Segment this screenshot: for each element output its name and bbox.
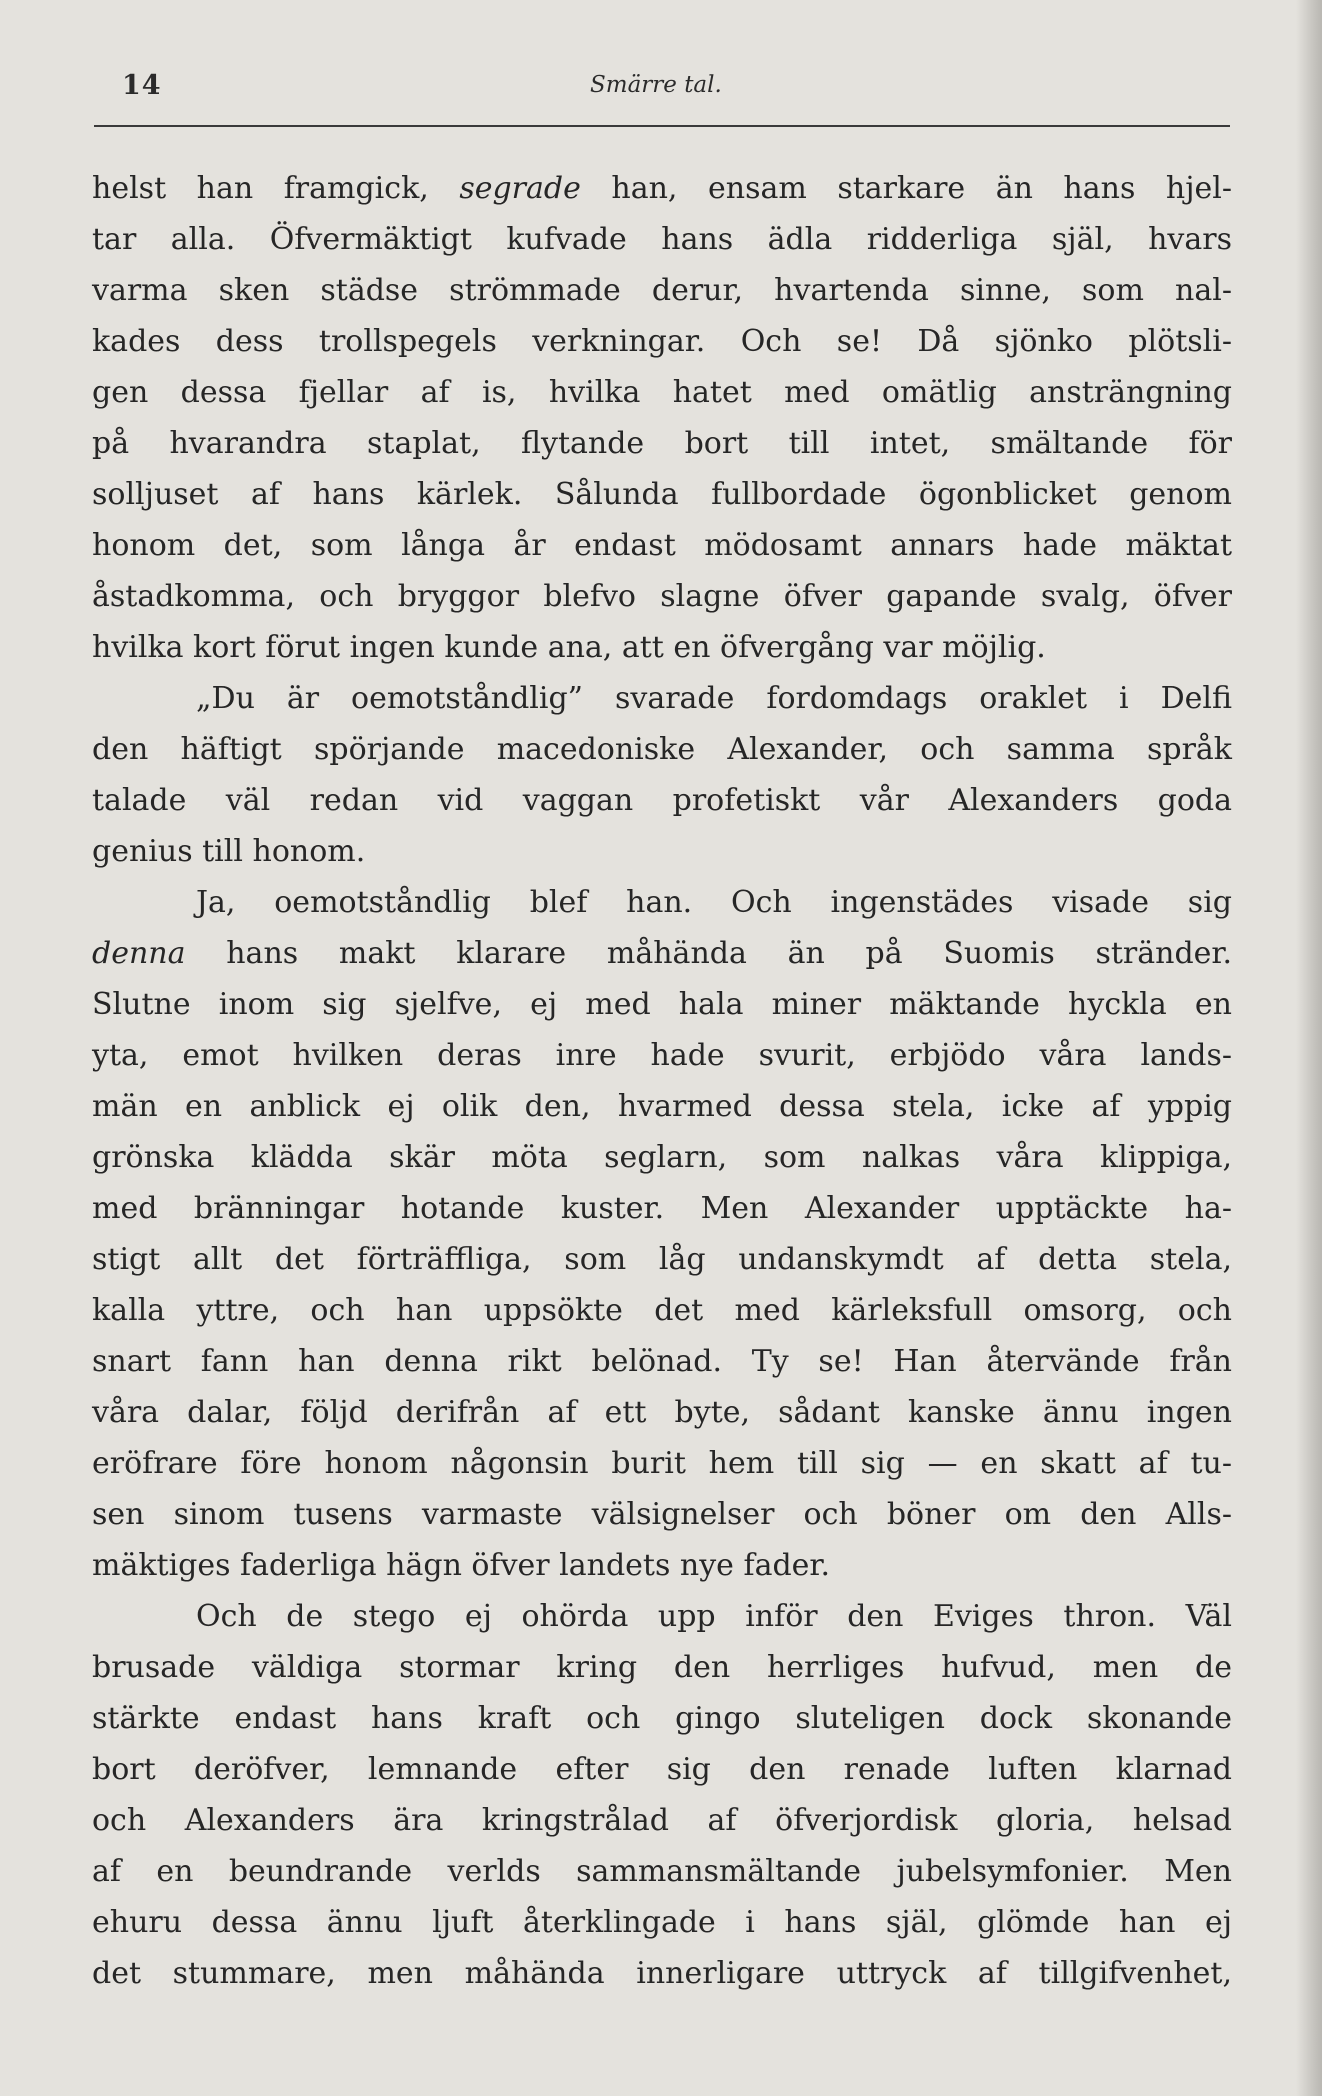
text-line: mäktiges faderliga hägn öfver landets nye fader. (92, 1548, 831, 1583)
text-line: sen sinom tusens varmaste välsignelser och böner om den Alls- (92, 1497, 1232, 1532)
text-line: Och de stego ej ohörda upp inför den Eviges thron. Väl (196, 1599, 1232, 1634)
text-line: varma sken städse strömmade derur, hvartenda sinne, som nal- (92, 273, 1232, 308)
text-line: helst han framgick, segrade han, ensam starkare än hans hjel- (92, 171, 1232, 206)
text-line: snart fann han denna rikt belönad. Ty se! Han återvände från (92, 1344, 1232, 1379)
text-line: ehuru dessa ännu ljuft återklingade i hans själ, glömde han ej (92, 1905, 1232, 1940)
running-head (94, 58, 1230, 108)
text-line: yta, emot hvilken deras inre hade svurit, erbjödo våra lands- (92, 1038, 1232, 1073)
text-line: den häftigt spörjande macedoniske Alexander, och samma språk (92, 732, 1232, 767)
text-line: stigt allt det förträffliga, som låg undanskymdt af detta stela, (92, 1242, 1232, 1277)
text-line: kalla yttre, och han uppsökte det med kärleksfull omsorg, och (92, 1293, 1232, 1328)
running-title: Smärre tal. (590, 72, 722, 98)
text-line: Slutne inom sig sjelfve, ej med hala miner mäktande hyckla en (92, 987, 1232, 1022)
text-line: män en anblick ej olik den, hvarmed dessa stela, icke af yppig (92, 1089, 1232, 1124)
text-line: och Alexanders ära kringstrålad af öfverjordisk gloria, helsad (92, 1803, 1232, 1838)
text-line: solljuset af hans kärlek. Sålunda fullbordade ögonblicket genom (92, 477, 1232, 512)
text-line: stärkte endast hans kraft och gingo sluteligen dock skonande (92, 1701, 1232, 1736)
text-line: af en beundrande verlds sammansmältande jubelsymfonier. Men (92, 1854, 1232, 1889)
text-line: det stummare, men måhända innerligare uttryck af tillgifvenhet, (92, 1956, 1232, 1991)
text-line: eröfrare före honom någonsin burit hem till sig — en skatt af tu- (92, 1446, 1232, 1481)
header-rule (94, 125, 1230, 127)
text-line: talade väl redan vid vaggan profetiskt vår Alexanders goda (92, 783, 1232, 818)
body-text (92, 163, 1232, 1999)
text-line: Ja, oemotståndlig blef han. Och ingenstädes visade sig (196, 885, 1232, 920)
text-line: tar alla. Öfvermäktigt kufvade hans ädla ridderliga själ, hvars (92, 222, 1232, 257)
page-edge-shadow (1296, 0, 1322, 2096)
page-number: 14 (122, 70, 162, 101)
text-line: honom det, som långa år endast mödosamt annars hade mäktat (92, 528, 1232, 563)
text-line: åstadkomma, och bryggor blefvo slagne öfver gapande svalg, öfver (92, 579, 1232, 614)
text-line: våra dalar, följd derifrån af ett byte, sådant kanske ännu ingen (92, 1395, 1232, 1430)
text-line: kades dess trollspegels verkningar. Och se! Då sjönko plötsli- (92, 324, 1232, 359)
text-line: „Du är oemotståndlig” svarade fordomdags oraklet i Delfi (196, 681, 1232, 716)
text-line: brusade väldiga stormar kring den herrliges hufvud, men de (92, 1650, 1232, 1685)
text-line: gen dessa fjellar af is, hvilka hatet med omätlig ansträngning (92, 375, 1232, 410)
text-line: hvilka kort förut ingen kunde ana, att en öfvergång var möjlig. (92, 630, 1046, 665)
text-line: denna hans makt klarare måhända än på Suomis stränder. (92, 936, 1232, 971)
text-line: grönska klädda skär möta seglarn, som nalkas våra klippiga, (92, 1140, 1232, 1175)
text-line: bort deröfver, lemnande efter sig den renade luften klarnad (92, 1752, 1232, 1787)
text-line: på hvarandra staplat, flytande bort till intet, smältande för (92, 426, 1232, 461)
text-line: genius till honom. (92, 834, 366, 869)
text-line: med bränningar hotande kuster. Men Alexander upptäckte ha- (92, 1191, 1232, 1226)
